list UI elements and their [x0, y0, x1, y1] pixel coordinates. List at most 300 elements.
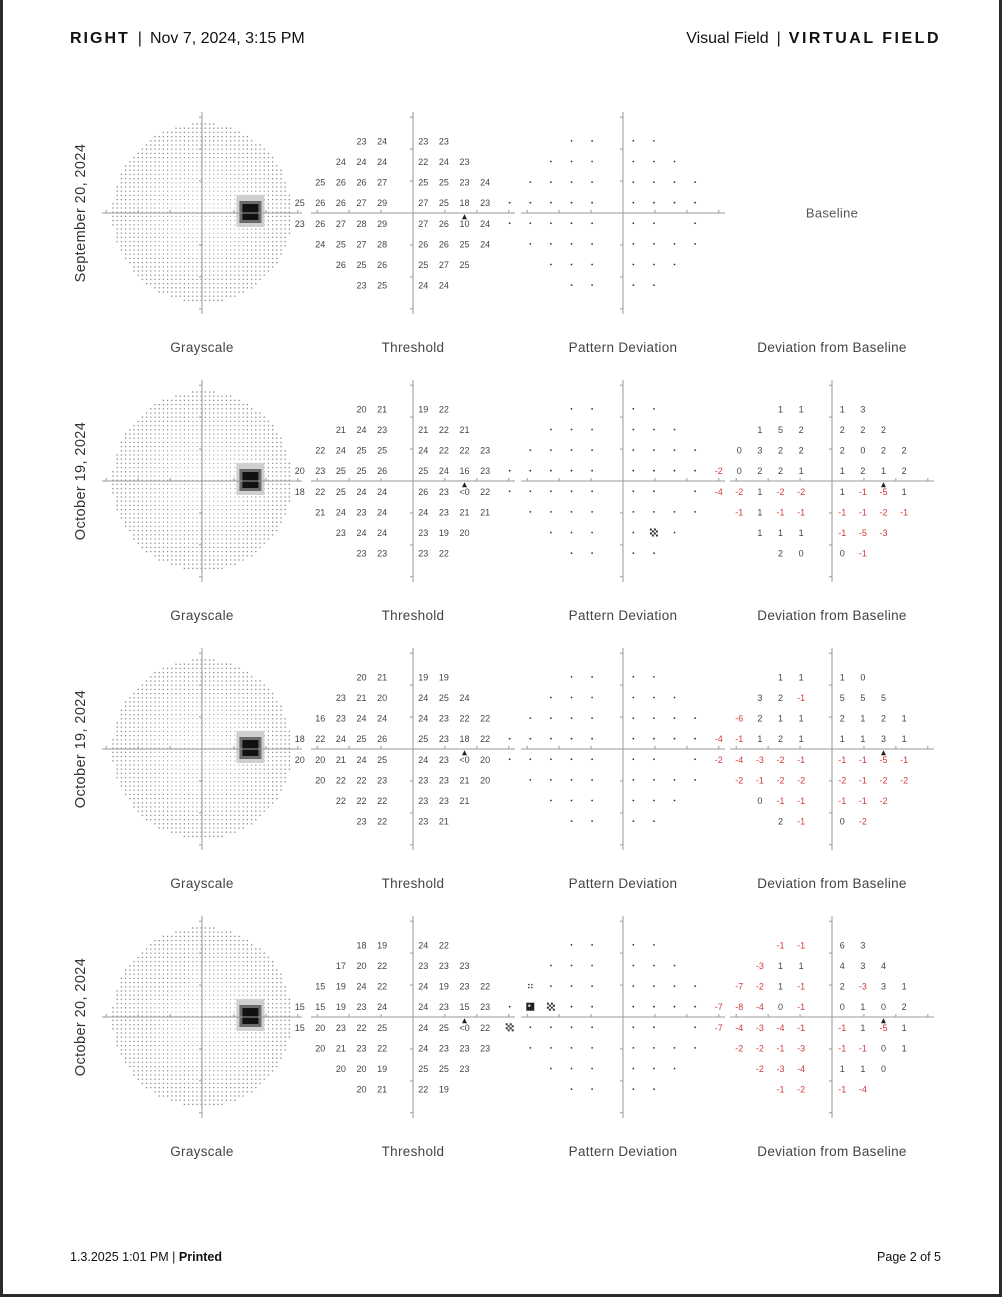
threshold-value: 25 [438, 177, 449, 188]
threshold-value: 24 [335, 157, 346, 167]
baseline-deviation-value: -4 [735, 754, 744, 765]
baseline-deviation-value: 3 [757, 693, 763, 703]
baseline-deviation-value: -3 [797, 1043, 806, 1054]
threshold-value: 24 [480, 177, 491, 188]
baseline-deviation-value: 1 [757, 734, 763, 745]
plot-axes [102, 916, 302, 1118]
threshold-value: 26 [315, 218, 326, 229]
pattern-dot [653, 697, 655, 699]
threshold-value: 19 [438, 672, 449, 683]
threshold-value: 20 [294, 466, 305, 477]
plot-axes [521, 648, 725, 850]
pattern-dot [550, 1026, 552, 1028]
baseline-deviation-value: -1 [797, 754, 806, 765]
pattern-dot [571, 676, 573, 678]
threshold-value: 22 [356, 775, 367, 786]
threshold-value: 24 [377, 1002, 388, 1013]
baseline-deviation-value: 5 [777, 425, 784, 435]
blind-spot [236, 463, 264, 495]
threshold-value: 23 [377, 775, 388, 786]
pattern-dot [591, 470, 593, 472]
baseline-deviation-value: 5 [839, 693, 845, 703]
pattern-dot [591, 697, 593, 699]
baseline-deviation-value: -1 [797, 816, 806, 827]
pattern-dot [509, 758, 511, 760]
baseline-deviation-value: 5 [860, 693, 866, 703]
pattern-dot [632, 449, 634, 451]
pattern-dot [653, 490, 655, 492]
threshold-value: 24 [377, 713, 388, 724]
threshold-plot [294, 376, 518, 586]
threshold-value: 22 [377, 961, 388, 971]
pattern-dot [674, 738, 676, 740]
pattern-dot [571, 140, 573, 142]
threshold-value: 25 [294, 198, 305, 209]
baseline-deviation-value: 1 [798, 734, 804, 745]
threshold-value: 18 [356, 940, 367, 951]
threshold-value: 23 [418, 796, 429, 806]
threshold-value: 24 [459, 693, 470, 703]
threshold-value: 23 [418, 775, 429, 786]
threshold-value: 20 [335, 1064, 346, 1074]
blind-spot-marker [462, 1018, 467, 1023]
pattern-dot [529, 490, 531, 492]
pattern-dot [653, 800, 655, 802]
threshold-value: 21 [377, 1084, 388, 1095]
baseline-deviation-value: 0 [880, 1043, 887, 1054]
pattern-dot [529, 470, 531, 472]
threshold-value: 26 [356, 177, 367, 188]
threshold-value: 27 [356, 239, 367, 250]
threshold-value: 25 [438, 1064, 449, 1074]
pattern-dot [632, 222, 634, 224]
threshold-caption: Threshold [381, 608, 445, 623]
pattern-dot [550, 800, 552, 802]
baseline-deviation-value: -1 [776, 796, 785, 806]
plot-axes [521, 916, 725, 1118]
baseline-deviation-value: 2 [860, 466, 866, 477]
baseline-deviation-value: 0 [777, 1002, 784, 1013]
baseline-deviation-value: 1 [798, 528, 804, 538]
pattern-dot [653, 779, 655, 781]
baseline-deviation-value: 3 [757, 445, 763, 456]
threshold-value: 26 [335, 177, 346, 188]
threshold-value: 23 [294, 218, 305, 229]
threshold-value: 21 [335, 1043, 346, 1054]
pattern-dot [591, 1088, 593, 1090]
pattern-dot [550, 738, 552, 740]
baseline-deviation-value: 1 [839, 734, 845, 745]
pattern-dot [674, 697, 676, 699]
threshold-value: 24 [438, 280, 449, 291]
baseline-deviation-value: -4 [735, 1022, 744, 1033]
pattern-dot [674, 264, 676, 266]
threshold-value: 26 [438, 239, 449, 250]
threshold-value: 25 [418, 1064, 429, 1074]
threshold-value: 21 [356, 693, 367, 703]
threshold-value: 18 [459, 198, 470, 209]
threshold-value: 21 [438, 816, 449, 827]
threshold-value: 24 [356, 713, 367, 724]
threshold-value: 22 [480, 981, 491, 992]
threshold-value: 23 [438, 754, 449, 765]
threshold-value: 23 [356, 816, 367, 827]
pattern-dot [571, 800, 573, 802]
threshold-value: 15 [294, 1002, 305, 1013]
threshold-value: 22 [377, 981, 388, 992]
pattern-dot [632, 697, 634, 699]
threshold-value: 22 [335, 796, 346, 806]
pattern-dot [632, 202, 634, 204]
baseline-deviation-value: 2 [901, 466, 907, 477]
pattern-dot [632, 552, 634, 554]
pattern-dot [571, 985, 573, 987]
pattern-dot [632, 1068, 634, 1070]
pattern-dot [571, 552, 573, 554]
pattern-dot [694, 222, 696, 224]
plot-axes [311, 648, 515, 850]
pattern-dot [632, 1006, 634, 1008]
blind-spot-marker [462, 482, 467, 487]
threshold-value: 23 [335, 713, 346, 724]
threshold-value: 28 [356, 218, 367, 229]
pattern-dot [653, 944, 655, 946]
pattern-dot [571, 697, 573, 699]
pattern-deviation-caption: Pattern Deviation [568, 340, 678, 355]
plot-axes [521, 112, 725, 314]
pattern-dot [632, 408, 634, 410]
baseline-deviation-value: 1 [839, 404, 845, 415]
pattern-dot [529, 758, 531, 760]
pattern-dot [591, 532, 593, 534]
threshold-value: 23 [377, 548, 388, 559]
plot-axes [102, 380, 302, 582]
threshold-value: 23 [438, 136, 449, 147]
pattern-dot [694, 985, 696, 987]
threshold-value: 15 [459, 1002, 470, 1013]
threshold-value: 25 [377, 280, 388, 291]
baseline-deviation-value: 1 [777, 404, 784, 415]
pattern-symbol-moderate [547, 1003, 555, 1011]
pattern-dot [591, 202, 593, 204]
threshold-value: 24 [335, 507, 346, 518]
threshold-value: 25 [335, 466, 346, 477]
threshold-value: 25 [356, 260, 367, 270]
pattern-dot [591, 1026, 593, 1028]
threshold-value: 23 [459, 1043, 470, 1054]
baseline-deviation-value: 4 [839, 961, 845, 971]
baseline-deviation-value: -3 [755, 1022, 764, 1033]
pattern-dot [591, 779, 593, 781]
threshold-value: <0 [459, 1022, 470, 1033]
threshold-value: 24 [418, 1043, 429, 1054]
threshold-value: 25 [377, 754, 388, 765]
pattern-dot [674, 800, 676, 802]
baseline-deviation-value: -1 [797, 693, 806, 703]
baseline-deviation-value: -1 [838, 507, 847, 518]
pattern-dot [653, 758, 655, 760]
pattern-dot [632, 800, 634, 802]
threshold-value: 23 [356, 548, 367, 559]
baseline-deviation-value: 1 [860, 1064, 866, 1074]
threshold-value: 26 [377, 734, 388, 745]
baseline-deviation-value: 3 [860, 961, 866, 971]
pattern-dot [674, 161, 676, 163]
threshold-value: 24 [480, 218, 491, 229]
threshold-value: 21 [418, 425, 429, 435]
baseline-deviation-value: -1 [838, 1022, 847, 1033]
baseline-deviation-value: 0 [860, 445, 866, 456]
threshold-value: 26 [418, 239, 429, 250]
threshold-value: 23 [438, 713, 449, 724]
blind-spot-marker [881, 1018, 886, 1023]
threshold-value: 25 [356, 734, 367, 745]
threshold-value: 24 [377, 486, 388, 497]
threshold-value: 23 [480, 198, 491, 209]
threshold-value: 22 [459, 713, 470, 724]
product-name: Visual Field [686, 30, 769, 47]
threshold-value: 24 [356, 754, 367, 765]
threshold-value: 22 [480, 1022, 491, 1033]
test-date-label: October 19, 2024 [73, 689, 89, 809]
threshold-value: 16 [459, 466, 470, 477]
threshold-value: 19 [335, 981, 346, 992]
pattern-deviation-plot [518, 376, 728, 586]
pattern-dot [674, 717, 676, 719]
threshold-value: 24 [480, 239, 491, 250]
pattern-dot [674, 532, 676, 534]
pattern-dot [632, 1047, 634, 1049]
threshold-value: 22 [377, 796, 388, 806]
baseline-deviation-value: -1 [858, 548, 867, 559]
threshold-value: 21 [335, 425, 346, 435]
baseline-deviation-value: 2 [880, 425, 887, 435]
baseline-deviation-value: 2 [777, 734, 784, 745]
pattern-dot [571, 779, 573, 781]
baseline-deviation-value: 0 [839, 1002, 845, 1013]
plot-axes [730, 380, 934, 582]
pattern-dot [591, 449, 593, 451]
pattern-dot [550, 511, 552, 513]
threshold-plot [294, 108, 518, 318]
pattern-dot [653, 161, 655, 163]
pattern-dot [694, 738, 696, 740]
pattern-dot [632, 490, 634, 492]
pattern-dot [632, 965, 634, 967]
baseline-deviation-value: 1 [860, 1022, 866, 1033]
threshold-value: 26 [335, 198, 346, 209]
threshold-value: 20 [356, 672, 367, 683]
pattern-dot [591, 1006, 593, 1008]
pattern-dot [674, 985, 676, 987]
pattern-dot [571, 284, 573, 286]
threshold-value: 20 [294, 754, 305, 765]
threshold-value: 23 [459, 157, 470, 167]
pattern-dot [550, 985, 552, 987]
threshold-value: 23 [356, 280, 367, 291]
baseline-deviation-value: -1 [858, 507, 867, 518]
pattern-dot [591, 161, 593, 163]
baseline-deviation-value: -1 [776, 1084, 785, 1095]
threshold-value: 23 [480, 1002, 491, 1013]
baseline-deviation-value: 2 [901, 445, 907, 456]
threshold-value: 20 [480, 775, 491, 786]
threshold-value: 20 [315, 754, 326, 765]
baseline-deviation-value: -1 [900, 754, 909, 765]
baseline-deviation-value: -1 [858, 796, 867, 806]
pattern-dot [571, 758, 573, 760]
baseline-deviation-value: 0 [839, 548, 845, 559]
pattern-dot [529, 738, 531, 740]
threshold-value: 23 [356, 136, 367, 147]
pattern-dot [571, 181, 573, 183]
baseline-deviation-value: 2 [839, 445, 845, 456]
baseline-deviation-value: -1 [776, 940, 785, 951]
threshold-value: 23 [480, 1043, 491, 1054]
deviation-from-baseline-plot [714, 376, 937, 586]
pattern-dot [674, 779, 676, 781]
baseline-deviation-value: 1 [839, 1064, 845, 1074]
header-separator: | [776, 30, 781, 47]
baseline-deviation-value: 2 [839, 981, 845, 992]
baseline-deviation-value: -2 [838, 775, 847, 786]
pattern-dot [694, 758, 696, 760]
pattern-dot [571, 161, 573, 163]
pattern-dot [591, 408, 593, 410]
pattern-dot [653, 1047, 655, 1049]
threshold-value: 25 [418, 177, 429, 188]
baseline-deviation-value: 1 [839, 672, 845, 683]
blind-spot-marker [462, 214, 467, 219]
pattern-dot [674, 429, 676, 431]
baseline-deviation-value: 0 [736, 466, 742, 477]
pattern-dot [694, 511, 696, 513]
baseline-deviation-value: -7 [735, 981, 744, 992]
threshold-value: 22 [438, 548, 449, 559]
baseline-deviation-value: -2 [735, 1043, 744, 1054]
baseline-deviation-value: -1 [797, 1002, 806, 1013]
threshold-value: 23 [438, 1043, 449, 1054]
pattern-dot [632, 738, 634, 740]
grayscale-caption: Grayscale [170, 876, 234, 891]
pattern-dot [571, 1047, 573, 1049]
pattern-dot [509, 738, 511, 740]
pattern-dot [571, 1026, 573, 1028]
pattern-dot [694, 1047, 696, 1049]
threshold-value: 26 [377, 466, 388, 477]
pattern-dot [674, 202, 676, 204]
baseline-deviation-value: 1 [839, 466, 845, 477]
pattern-dot [694, 181, 696, 183]
baseline-deviation-value: -1 [797, 1022, 806, 1033]
baseline-deviation-value: 0 [839, 816, 845, 827]
pattern-dot [529, 511, 531, 513]
threshold-value: 23 [418, 136, 429, 147]
pattern-dot [653, 408, 655, 410]
threshold-value: 21 [335, 754, 346, 765]
baseline-deviation-value: 3 [860, 940, 866, 951]
pattern-dot [653, 511, 655, 513]
grayscale-caption: Grayscale [170, 608, 234, 623]
baseline-deviation-value: 1 [798, 961, 804, 971]
baseline-deviation-value: -1 [755, 775, 764, 786]
pattern-dot [653, 552, 655, 554]
threshold-value: 25 [356, 445, 367, 456]
baseline-deviation-value: -3 [879, 528, 888, 538]
threshold-value: 23 [438, 507, 449, 518]
pattern-dot [694, 470, 696, 472]
pattern-dot [550, 697, 552, 699]
grayscale-plot [102, 108, 302, 318]
pattern-dot [591, 552, 593, 554]
threshold-value: 20 [480, 754, 491, 765]
baseline-deviation-value: 1 [757, 486, 763, 497]
threshold-value: 18 [294, 734, 305, 745]
pattern-dot [674, 511, 676, 513]
baseline-deviation-value: 1 [798, 672, 804, 683]
baseline-deviation-value: -1 [776, 1043, 785, 1054]
pattern-dot [529, 779, 531, 781]
threshold-value: 27 [418, 198, 429, 209]
plot-axes [521, 380, 725, 582]
threshold-value: <0 [459, 754, 470, 765]
threshold-value: 23 [356, 1043, 367, 1054]
baseline-deviation-value: -3 [755, 754, 764, 765]
baseline-deviation-value: 2 [901, 1002, 907, 1013]
threshold-plot [294, 912, 518, 1122]
baseline-label: Baseline [805, 205, 859, 221]
pattern-dot [571, 243, 573, 245]
header-separator: | [137, 30, 142, 47]
pattern-dot [632, 243, 634, 245]
plot-axes [311, 380, 515, 582]
baseline-deviation-value: -4 [714, 734, 723, 745]
baseline-deviation-value: -2 [879, 507, 888, 518]
pattern-dot [632, 181, 634, 183]
threshold-value: 23 [438, 796, 449, 806]
threshold-value: 20 [356, 1084, 367, 1095]
grayscale-plot [102, 376, 302, 586]
threshold-value: 21 [459, 775, 470, 786]
baseline-deviation-value: 1 [860, 734, 866, 745]
baseline-deviation-value: -5 [879, 486, 888, 497]
pattern-dot [591, 1068, 593, 1070]
threshold-value: <0 [459, 486, 470, 497]
pattern-dot [674, 1006, 676, 1008]
baseline-deviation-value: 1 [901, 486, 907, 497]
baseline-deviation-value: 1 [757, 425, 763, 435]
threshold-value: 24 [356, 486, 367, 497]
threshold-value: 21 [377, 672, 388, 683]
threshold-value: 29 [377, 218, 388, 229]
baseline-deviation-value: 0 [757, 796, 763, 806]
pattern-dot [632, 264, 634, 266]
baseline-deviation-value: 1 [777, 713, 784, 724]
threshold-value: 20 [356, 961, 367, 971]
threshold-value: 23 [356, 1002, 367, 1013]
pattern-dot [591, 429, 593, 431]
pattern-dot [632, 944, 634, 946]
pattern-dot [694, 717, 696, 719]
baseline-deviation-value: -2 [714, 754, 723, 765]
threshold-value: 23 [418, 961, 429, 971]
threshold-value: 19 [418, 672, 429, 683]
pattern-symbol-mild [528, 984, 532, 988]
threshold-value: 19 [438, 981, 449, 992]
threshold-value: 22 [315, 734, 326, 745]
pattern-dot [653, 181, 655, 183]
baseline-deviation-value: -4 [755, 1002, 764, 1013]
